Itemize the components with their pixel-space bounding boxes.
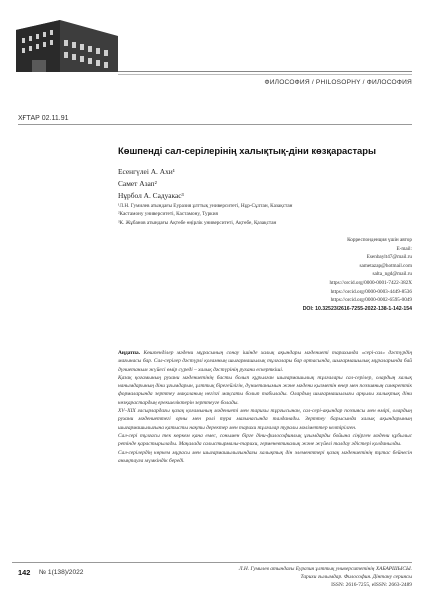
affiliation: ³К. Жұбанов атындағы Ақтөбе өңірлік университеті, Ақтөбе, Қазақстан [118, 219, 277, 226]
orcid-link[interactable]: https://orcid.org/0000-0003-4449-8536 [330, 288, 412, 295]
section-label: ФИЛОСОФИЯ / PHILOSOPHY / ФИЛОСОФИЯ [264, 79, 412, 86]
irstea-divider [18, 124, 412, 125]
paragraph-text: Сал-серілердің көркем мұрасы мен шығармашылығындағы халықтық дін элементтері қазақ мәдениетінің тұтас бейнесін анықтауға мүмкіндік береді. [118, 449, 412, 464]
university-logo [12, 16, 122, 74]
affiliation: ²Кастамону университеті, Кастамону, Туркия [118, 211, 218, 218]
body-paragraph [118, 349, 412, 374]
journal-info [212, 566, 412, 589]
orcid-link[interactable]: https://orcid.org/0000-0002-6595-0049 [330, 297, 412, 304]
correspondence-block [262, 236, 412, 313]
header-divider-secondary [118, 74, 412, 75]
body-paragraph [118, 449, 412, 466]
issue-number: № 1(138)/2022 [39, 569, 84, 576]
paragraph-text: Көшпенділер мәдени мұрасының сонау ішінде халық ақындары мәдениеті тарихында «сері-сал» дәстүрдің мағынасы бар. Сал-серілер дәстүрлі қоғамның шығармашылық тұлғалары бар ортасында, шығармашылық мұраларында бай дүниетаным жүйесі өмір сүреді – халық дәстүрінің рухани ескерткіші. [118, 350, 412, 373]
body-paragraph [118, 432, 412, 449]
body-paragraph [118, 407, 412, 432]
journal-name: Л.Н. Гумилев атындағы Еуразия ұлттық университетінің ХАБАРШЫСЫ. [238, 566, 412, 572]
building-icon [12, 16, 122, 74]
footer-divider [12, 562, 412, 563]
correspondence-label: Корреспонденция үшін автор [347, 237, 412, 243]
page-number: 142 [18, 568, 31, 577]
email-label: E-mail: [396, 245, 412, 252]
abstract-lead: Аңдатпа. [118, 350, 141, 356]
paragraph-text: Сал-сері тұлғасы тек көркем қана емес, сонымен бірге діни-философиялық ұғымдарды бойына сіңірген мәдени құбылыс ретінде қарастырылады. Мақалада салыстырмалы-тарихи, герменевтикалық және жүйелі талдау әдістері қолданылды. [118, 432, 412, 448]
author-name: Нұрбол А. Садуакас³ [118, 191, 184, 201]
orcid-link[interactable]: https://orcid.org/0000-0001-7422-382X [329, 279, 412, 286]
journal-series: Тарихи ғылымдар. Философия. Дінтану сериясы [300, 573, 412, 580]
header-divider [118, 71, 412, 72]
doi-link[interactable]: DOI: 10.32523/2616-7255-2022-138-1-142-154 [302, 305, 412, 312]
irstea-code: ХҒТАР 02.11.91 [18, 115, 69, 122]
email-link[interactable]: Esenbaylt47@mail.ru [366, 254, 412, 261]
affiliation: ¹Л.Н. Гумилев атындағы Еуразия ұлттық университеті, Нұр-Сұлтан, Казақстан [118, 203, 293, 209]
abstract-body [118, 349, 412, 465]
paragraph-text: XV–XIX ғасырлардағы қазақ қоғамының мәдениеті мен тарихы тұрғысынан, сал-сері-ақындар поэзиясы мен өмірі, олардың рухани мәдениеттегі орны мен ролі тура мағынасында талданады. Зерттеу барысында халық ақындарының шығармашылығына қатысты нақты деректер мен тарихи тұлғалар туралы мәліметтер келтірілген. [118, 408, 412, 431]
journal-issn: ISSN: 2616-7255, eISSN: 2663-2489 [331, 581, 412, 588]
affiliation-list [118, 202, 292, 227]
paragraph-text: Қазақ қоғамының рухани мәдениетінің басты болып құрылған шығармашылық тұлғалары сал-серілер, олардың халық нанымдарының діни ұғымдарын, ұлттық бірегейлігін, дүниетанымын және мәдени қызметін өнер мен поэзияның синкреттік формаларында зерттеу мақаланың негізгі мақсаты болып табылады. Олардың шығармашылығы арқылы халықтық діни көзқарастардың ерекшеліктерін зерттеуге болады. [118, 374, 412, 406]
body-paragraph [118, 374, 412, 407]
author-list [118, 166, 184, 203]
email-link[interactable]: salta_ngd@mail.ru [372, 271, 412, 278]
email-link[interactable]: sametazap@hotmail.com [359, 262, 412, 269]
author-name: Есенгүлеі А. Ахи¹ [118, 167, 175, 176]
article-title: Көшпенді сал-серілерінің халықтық-діни көзқарастары [118, 145, 377, 156]
author-name: Самет Азап² [118, 179, 157, 189]
